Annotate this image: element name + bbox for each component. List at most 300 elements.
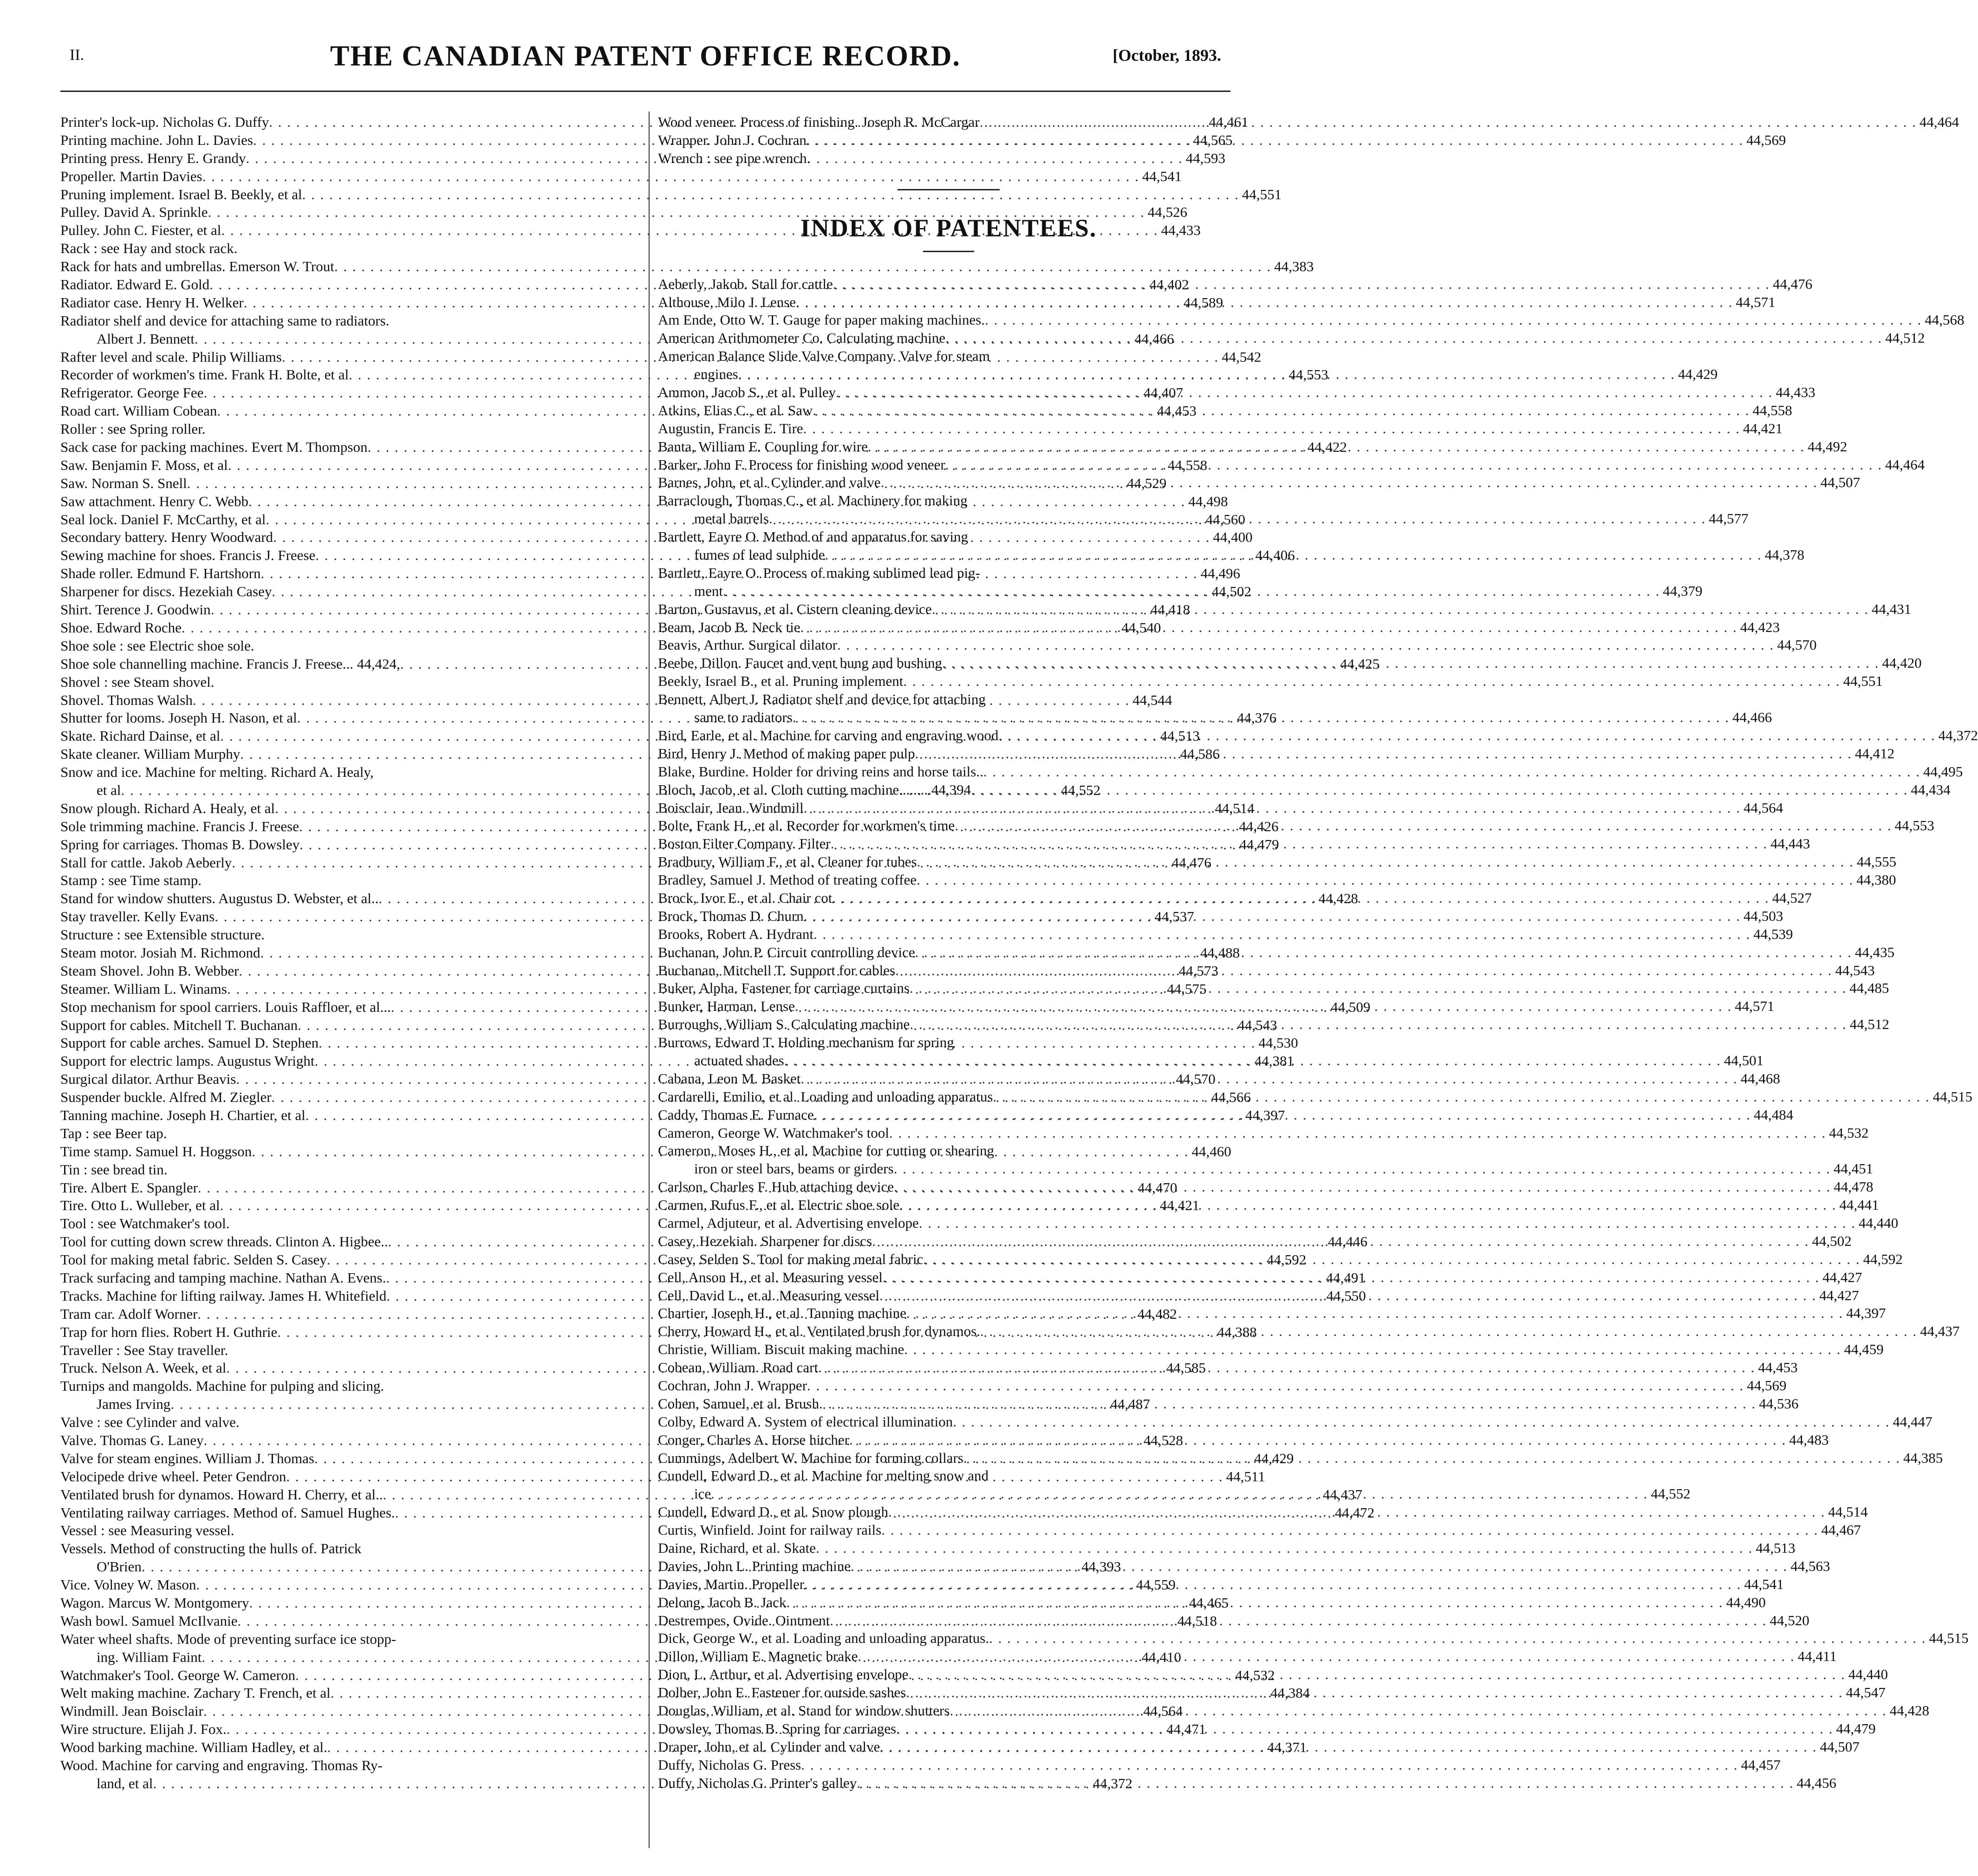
entry-text: Pulley. John C. Fiester, et al <box>60 222 221 239</box>
entry-text: Blake, Burdine. Holder for driving reins and horse tails.. <box>658 763 983 780</box>
patentee-entry <box>658 1395 1799 1413</box>
patent-number: 44,539 <box>1753 925 1793 942</box>
leader-dots <box>906 1684 1843 1702</box>
patent-number: 44,512 <box>1849 1016 1889 1033</box>
entry-continuation: fumes of lead sulphide <box>694 547 825 563</box>
patent-number: 44,492 <box>1808 438 1848 455</box>
patent-number: 44,592 <box>1267 1251 1307 1268</box>
patent-number: 44,437 <box>1322 1486 1362 1503</box>
patent-number: 44,397 <box>1245 1107 1285 1123</box>
patent-number: 44,406 <box>1255 547 1295 564</box>
patentee-entry <box>658 799 1783 817</box>
patent-number: 44,479 <box>1836 1720 1876 1737</box>
entry-text: Bartlett, Eayre O. Process of making sublimed lead pig- <box>658 564 980 581</box>
patent-number: 44,472 <box>1334 1504 1375 1521</box>
entry-text: Christie, William. Biscuit making machine <box>658 1341 904 1358</box>
patent-number: 44,526 <box>1147 204 1187 221</box>
patent-number: 44,426 <box>1239 818 1279 834</box>
entry-text: Barton, Gustavus, et al. Cistern cleaning device <box>658 600 932 617</box>
entry-continuation: ice <box>694 1485 711 1502</box>
patent-number: 44,543 <box>1237 1016 1277 1033</box>
patent-number: 44,520 <box>1770 1612 1809 1628</box>
leader-dots <box>989 1629 1926 1648</box>
patentee-entry <box>658 636 1817 654</box>
patentee-entry <box>658 727 1978 745</box>
patent-number: 44,503 <box>1743 907 1783 924</box>
patent-number: 44,552 <box>1651 1485 1691 1502</box>
leader-dots <box>813 925 1750 944</box>
entry-text: Bunker, Harman. Lense <box>658 998 795 1015</box>
patent-number: 44,384 <box>1270 1685 1310 1701</box>
cross-reference: Traveller : See Stay traveller. <box>60 1342 228 1358</box>
patent-number: 44,421 <box>1743 420 1783 436</box>
patentee-entry <box>658 1413 1932 1431</box>
patent-number: 44,402 <box>1149 276 1189 293</box>
leader-dots <box>858 1648 1795 1666</box>
entry-text: Wood veneer. Process of finishing. Joseph R. McCargar <box>658 114 980 130</box>
subject-index-entry <box>60 203 1187 221</box>
patent-number: 44,509 <box>1331 998 1371 1015</box>
entry-text: Water wheel shafts. Mode of preventing surface ice stopp- <box>60 1630 397 1647</box>
leader-dots <box>895 962 1832 980</box>
patentee-entry <box>658 1774 1836 1792</box>
leader-dots <box>711 1485 1648 1503</box>
patent-number: 44,585 <box>1166 1360 1206 1376</box>
entry-text: Stand for window shutters. Augustus D. Webster, et al.. <box>60 890 379 907</box>
leader-dots <box>993 1088 1930 1106</box>
patent-number: 44,527 <box>1772 889 1812 906</box>
leader-dots <box>910 979 1847 997</box>
entry-text: Stall for cattle. Jakob Aeberly <box>60 854 232 871</box>
leader-dots <box>971 781 1908 799</box>
entry-text: Conger, Charles A. Horse hitcher <box>658 1431 849 1448</box>
entry-text: Casey, Hezekiah. Sharpener for discs <box>658 1232 872 1249</box>
patent-number: 44,513 <box>1756 1540 1796 1557</box>
leader-dots <box>804 907 1741 925</box>
entry-text: Curtis, Winfield. Joint for railway rails <box>658 1522 882 1538</box>
patent-number: 44,540 <box>1121 619 1161 636</box>
patentee-entry <box>658 1359 1798 1377</box>
patent-number: 44,429 <box>1254 1450 1294 1466</box>
entry-text: Duffy, Nicholas G. Press <box>658 1756 801 1773</box>
entry-text: Tire. Otto L. Wulleber, et al <box>60 1197 220 1214</box>
patent-number: 44,485 <box>1849 980 1889 997</box>
patent-number: 44,457 <box>1741 1756 1781 1773</box>
entry-text: Printing machine. John L. Davies <box>60 131 253 148</box>
entry-text: Burrows, Edward T. Holding mechanism for spring <box>658 1034 954 1051</box>
entry-text: Saw. Benjamin F. Moss, et al <box>60 456 228 473</box>
leader-dots <box>813 402 1750 420</box>
patent-number: 44,570 <box>1777 637 1817 653</box>
patentee-entry <box>658 1521 1861 1539</box>
leader-dots <box>888 1503 1825 1521</box>
entry-text: Saw attachment. Henry C. Webb <box>60 493 248 509</box>
patent-number: 44,468 <box>1740 1070 1780 1087</box>
cross-reference: Tool : see Watchmaker's tool. <box>60 1215 230 1232</box>
entry-text: Bradbury, William F., et al. Cleaner for tubes <box>658 853 917 870</box>
entry-text: Beam, Jacob B. Neck tie <box>658 619 800 635</box>
leader-dots <box>816 1539 1753 1557</box>
entry-text: Cohen, Samuel, et al. Brush <box>658 1395 819 1412</box>
entry-text: Support for electric lamps. Augustus Wright <box>60 1053 315 1069</box>
entry-text: Support for cable arches. Samuel D. Stephen <box>60 1035 319 1051</box>
patent-number: 44,385 <box>1903 1449 1943 1466</box>
patent-number: 44,543 <box>1835 962 1875 978</box>
patent-number: 44,515 <box>1929 1630 1969 1647</box>
patentee-entry <box>658 1702 1929 1720</box>
patent-number: 44,460 <box>1191 1143 1231 1159</box>
entry-text: Steam motor. Josiah M. Richmond <box>60 944 260 961</box>
patent-number: 44,569 <box>1746 131 1786 148</box>
leader-dots <box>985 311 1922 329</box>
patent-number: 44,476 <box>1171 854 1211 871</box>
leader-dots <box>795 997 1732 1016</box>
entry-text: Printing press. Henry E. Grandy <box>60 150 246 166</box>
patent-number: 44,544 <box>1132 691 1172 708</box>
entry-continuation: engines <box>694 366 738 383</box>
patent-number: 44,502 <box>1812 1232 1852 1249</box>
patent-number: 44,470 <box>1138 1179 1178 1196</box>
patent-number: 44,433 <box>1161 222 1201 239</box>
entry-text: Banta, William E. Coupling for wire <box>658 438 868 455</box>
cross-reference: Vessel : see Measuring vessel. <box>60 1522 234 1539</box>
patent-number: 44,397 <box>1846 1305 1886 1322</box>
patent-number: 44,379 <box>1663 582 1703 599</box>
entry-text: Suspender buckle. Alfred M. Ziegler <box>60 1089 272 1106</box>
patent-number: 44,410 <box>1141 1648 1181 1665</box>
entry-text: Dowsley, Thomas B. Spring for carriages <box>658 1720 897 1737</box>
patent-number: 44,431 <box>1871 600 1912 617</box>
leader-dots <box>872 1232 1809 1251</box>
patent-number: 44,447 <box>1893 1413 1932 1430</box>
index-title: INDEX OF PATENTEES. <box>800 214 1097 242</box>
patent-number: 44,443 <box>1770 835 1810 852</box>
patent-number: 44,570 <box>1176 1071 1216 1088</box>
patent-number: 44,422 <box>1307 439 1347 456</box>
entry-continuation: et al <box>97 782 121 798</box>
entry-text: Shoe sole channelling machine. Francis J. Freese... 44,424, <box>60 655 400 672</box>
leader-dots <box>881 474 1818 492</box>
patent-number: 44,425 <box>1340 655 1380 672</box>
patent-number: 44,484 <box>1754 1106 1794 1123</box>
patentee-entry <box>658 853 1897 871</box>
leader-dots <box>903 672 1840 690</box>
leader-dots <box>980 113 1917 131</box>
patent-number: 44,555 <box>1856 853 1897 870</box>
leader-dots <box>784 1052 1721 1070</box>
entry-text: Snow plough. Richard A. Healy, et al <box>60 800 275 816</box>
subject-index-entry <box>60 1125 641 1143</box>
entry-text: Wagon. Marcus W. Montgomery <box>60 1595 249 1611</box>
patent-number: 44,514 <box>1215 800 1255 816</box>
entry-text: Dion, L. Arthur, et al. Advertising envelope <box>658 1666 909 1683</box>
entry-text: Skate. Richard Dainse, et al <box>60 728 221 744</box>
subject-index-entry <box>658 131 1786 150</box>
patent-number: 44,569 <box>1747 1377 1787 1394</box>
entry-text: Skate cleaner. William Murphy <box>60 746 241 762</box>
subject-index-entry <box>60 168 1182 186</box>
patent-number: 44,400 <box>1213 529 1253 546</box>
patent-number: 44,513 <box>1160 728 1200 744</box>
patentee-entry <box>658 1648 1837 1666</box>
leader-dots <box>955 817 1892 835</box>
leader-dots <box>915 944 1852 962</box>
patent-number: 44,565 <box>1193 131 1233 148</box>
entry-text: Velocipede drive wheel. Peter Gendron <box>60 1468 286 1485</box>
patent-number: 44,571 <box>1736 293 1776 310</box>
patent-number: 44,428 <box>1889 1702 1929 1719</box>
entry-continuation: land, et al <box>97 1775 153 1791</box>
patent-number: 44,541 <box>1142 168 1182 184</box>
entry-text: Ammon, Jacob S., et al. Pulley <box>658 384 836 401</box>
patent-number: 44,571 <box>1735 998 1775 1015</box>
patentee-entry <box>658 1196 1879 1214</box>
entry-text: Sack case for packing machines. Evert M. Thompson <box>60 439 368 456</box>
leader-dots <box>963 1449 1900 1467</box>
entry-text: Truck. Nelson A. Week, et al <box>60 1360 227 1376</box>
patent-number: 44,502 <box>1211 583 1251 600</box>
patent-number: 44,451 <box>1833 1160 1874 1177</box>
leader-dots <box>830 1612 1767 1630</box>
entry-text: Watchmaker's Tool. George W. Cameron <box>60 1667 295 1683</box>
leader-dots <box>786 1594 1723 1612</box>
entry-text: Barraclough, Thomas C., et al. Machinery for making <box>658 492 968 509</box>
entry-text: Althouse, Milo J. Lense <box>658 293 796 310</box>
leader-dots <box>831 835 1768 853</box>
entry-text: Rack for hats and umbrellas. Emerson W. Trout <box>60 258 334 275</box>
patent-number: 44,440 <box>1859 1214 1899 1231</box>
entry-text: Buchanan, John P. Circuit controlling device <box>658 944 915 960</box>
leader-dots <box>807 1377 1744 1395</box>
entry-text: Cundell, Edward D., et al. Snow plough <box>658 1504 888 1520</box>
leader-dots <box>923 1251 1860 1269</box>
patent-number: 44,507 <box>1820 474 1861 491</box>
entry-text: Saw. Norman S. Snell <box>60 475 187 491</box>
patentee-entry <box>658 1720 1876 1738</box>
entry-text: Vessels. Method of constructing the hulls of. Patrick <box>60 1540 362 1557</box>
entry-text: Boisclair, Jean. Windmill <box>658 799 804 816</box>
leader-dots <box>899 1196 1836 1214</box>
leader-dots <box>800 619 1737 637</box>
subject-index-entry <box>60 637 641 655</box>
patentee-entry <box>658 979 1889 997</box>
patent-number: 44,496 <box>1200 565 1240 582</box>
leader-dots <box>915 745 1852 763</box>
leader-dots <box>894 1160 1831 1178</box>
patentee-entry <box>658 745 1895 763</box>
entry-text: Refrigerator. George Fee <box>60 384 204 401</box>
entry-text: Davies, John L. Printing machine <box>658 1557 851 1574</box>
entry-text: Carlson, Charles F. Hub attaching device <box>658 1179 894 1195</box>
entry-text: Boston Filter Company. Filter <box>658 835 831 852</box>
leader-dots <box>896 1720 1833 1738</box>
patentee-entry <box>658 311 1965 329</box>
leader-dots <box>883 1269 1820 1287</box>
patent-number: 44,542 <box>1222 348 1262 365</box>
patentee-entry <box>658 1431 1829 1449</box>
subject-index-entry <box>658 113 1959 131</box>
patent-number: 44,372 <box>1938 727 1978 743</box>
entry-text: Delong, Jacob B. Jack <box>658 1594 787 1610</box>
patent-number: 44,530 <box>1258 1035 1298 1051</box>
patent-number: 44,573 <box>1178 962 1218 979</box>
patentee-entry <box>658 420 1783 438</box>
entry-text: Bloch, Jacob, et al. Cloth cutting machine.........44,394 <box>658 781 971 798</box>
entry-text: Beekly, Israel B., et al. Pruning implement <box>658 673 904 690</box>
entry-text: Recorder of workmen's time. Frank H. Bolte, et al <box>60 366 349 383</box>
patent-number: 44,564 <box>1744 799 1783 816</box>
entry-text: Sewing machine for shoes. Francis J. Freese <box>60 547 316 564</box>
leader-dots <box>796 293 1733 312</box>
patent-number: 44,593 <box>1185 150 1225 166</box>
leader-dots <box>919 1214 1856 1232</box>
entry-text: Dillon, William E. Magnetic brake <box>658 1648 858 1665</box>
entry-text: Am Ende, Otto W. T. Gauge for paper making machines. <box>658 312 985 328</box>
patent-number: 44,478 <box>1834 1179 1874 1195</box>
patent-number: 44,487 <box>1110 1396 1150 1413</box>
patent-number: 44,592 <box>1863 1251 1903 1267</box>
subject-index-entry <box>60 1414 641 1432</box>
entry-text: Bradley, Samuel J. Method of treating coffee <box>658 872 917 888</box>
entry-text: Road cart. William Cobean <box>60 403 217 419</box>
entry-text: Dick, George W., et al. Loading and unloading apparatus. <box>658 1630 989 1647</box>
entry-text: Bird, Henry J. Method of making paper pulp <box>658 745 915 762</box>
patent-number: 44,589 <box>1183 294 1223 311</box>
entry-text: Stay traveller. Kelly Evans <box>60 908 215 925</box>
leader-dots <box>804 799 1741 817</box>
entry-text: American Arithmometer Co. Calculating machine <box>658 330 945 346</box>
patent-number: 44,515 <box>1932 1088 1972 1105</box>
leader-dots <box>833 275 1770 293</box>
entry-text: Time stamp. Samuel H. Hoggson <box>60 1143 252 1159</box>
entry-text: Colby, Edward A. System of electrical illumination <box>658 1413 953 1430</box>
patent-number: 44,407 <box>1143 384 1183 401</box>
leader-dots <box>849 1431 1786 1449</box>
entry-text: Wash bowl. Samuel McIlvanie <box>60 1612 238 1629</box>
patentee-entry <box>658 564 1703 600</box>
patent-number: 44,412 <box>1854 745 1895 762</box>
patent-number: 44,466 <box>1732 709 1772 726</box>
entry-text: Buker, Alpha. Fastener for carriage curtains <box>658 980 910 997</box>
patentee-entry <box>658 1557 1830 1576</box>
patent-number: 44,464 <box>1885 456 1925 473</box>
leader-dots <box>819 1395 1756 1413</box>
patent-number: 44,421 <box>1159 1197 1200 1214</box>
entry-text: Propeller. Martin Davies <box>60 168 202 184</box>
entry-text: Track surfacing and tamping machine. Nathan A. Evens. <box>60 1270 386 1286</box>
cross-reference: Rack : see Hay and stock rack. <box>60 240 238 257</box>
patent-number: 44,428 <box>1318 890 1358 907</box>
entry-text: Bird, Earle, et al. Machine for carving and engraving wood <box>658 727 999 743</box>
entry-text: Spring for carriages. Thomas B. Dowsley <box>60 836 300 853</box>
patent-number: 44,476 <box>1773 275 1813 292</box>
patent-number: 44,482 <box>1137 1305 1177 1322</box>
entry-text: Surgical dilator. Arthur Beavis <box>60 1071 236 1088</box>
leader-dots <box>857 1774 1794 1792</box>
patentee-entry <box>658 293 1776 312</box>
patent-number: 44,577 <box>1709 510 1749 527</box>
entry-text: Cherry, Howard H., et al. Ventilated brush for dynamos. <box>658 1323 980 1340</box>
patent-number: 44,453 <box>1758 1359 1798 1376</box>
leader-dots <box>945 329 1882 347</box>
patent-number: 44,440 <box>1848 1666 1888 1683</box>
patent-number: 44,466 <box>1134 330 1174 347</box>
entry-text: Brooks, Robert A. Hydrant <box>658 925 813 942</box>
leader-dots <box>769 510 1706 528</box>
patent-number: 44,459 <box>1844 1341 1884 1358</box>
leader-dots <box>879 1287 1816 1305</box>
leader-dots <box>832 889 1769 907</box>
entry-text: Cameron, George W. Watchmaker's tool <box>658 1124 889 1141</box>
patent-number: 44,420 <box>1882 655 1922 671</box>
patentee-entry <box>658 672 1883 690</box>
patent-number: 44,464 <box>1919 114 1959 130</box>
patentee-entry <box>658 962 1875 980</box>
leader-dots <box>889 1124 1826 1142</box>
leader-dots <box>983 763 1920 781</box>
entry-text: Pulley. David A. Sprinkle <box>60 204 208 221</box>
entry-text: Augustin, Francis E. Tire <box>658 420 803 436</box>
entry-text: Wrapper. John J. Cochran <box>658 131 807 148</box>
cross-reference: Stamp : see Time stamp. <box>60 872 202 889</box>
patentee-entry <box>658 329 1925 347</box>
patentee-entry <box>658 619 1780 637</box>
leader-dots <box>807 131 1744 150</box>
patent-number: 44,441 <box>1839 1197 1879 1213</box>
patent-number: 44,586 <box>1180 746 1220 762</box>
cross-reference: Wrench : see pipe wrench. <box>658 150 811 166</box>
title-underline <box>923 251 974 252</box>
leader-dots <box>932 600 1869 619</box>
section-divider <box>898 189 1000 190</box>
patentee-entry <box>658 1576 1784 1594</box>
entry-text: Tanning machine. Joseph H. Chartier, et al <box>60 1107 306 1123</box>
patentee-entry <box>658 1304 1886 1322</box>
cross-reference: Tap : see Beer tap. <box>60 1125 167 1141</box>
patent-number: 44,551 <box>1843 673 1883 690</box>
leader-dots <box>825 546 1762 564</box>
entry-text: Cardarelli, Emilio, et al. Loading and unloading apparatus <box>658 1088 993 1105</box>
patentee-entry <box>658 781 1951 799</box>
entry-text: Cell, Anson H., et al. Measuring vessel <box>658 1269 883 1285</box>
patentee-entry <box>658 1594 1766 1612</box>
patent-number: 44,563 <box>1790 1557 1830 1574</box>
entry-continuation: Albert J. Bennett <box>97 330 195 347</box>
entry-text: Windmill. Jean Boisclair <box>60 1703 203 1720</box>
entry-text: Barnes, John, et al. Cylinder and valve <box>658 474 881 491</box>
entry-text: Turnips and mangolds. Machine for pulping and slicing. <box>60 1378 384 1394</box>
patent-number: 44,512 <box>1885 330 1925 346</box>
page-number: II. <box>70 46 85 64</box>
leader-dots <box>801 1756 1738 1774</box>
entry-text: Cummings, Adelbert W. Machine for forming collars <box>658 1449 963 1466</box>
entry-text: Shutter for looms. Joseph H. Nason, et al <box>60 710 297 726</box>
patent-number: 44,378 <box>1764 547 1805 563</box>
entry-text: Support for cables. Mitchell T. Buchanan <box>60 1016 298 1033</box>
cross-reference: Valve : see Cylinder and valve. <box>60 1414 240 1431</box>
entry-continuation: James Irving <box>97 1396 171 1413</box>
entry-text: Cell, David L., et al. Measuring vessel <box>658 1287 879 1303</box>
leader-dots <box>818 1359 1755 1377</box>
patentee-entry <box>658 384 1815 402</box>
leader-dots <box>881 1521 1818 1539</box>
cross-reference: Shovel : see Steam shovel. <box>60 673 215 690</box>
entry-text: Wire structure. Elijah J. Fox. <box>60 1721 227 1738</box>
entry-text: Douglas, William, et al. Stand for window shutters <box>658 1702 950 1719</box>
entry-text: Tram car. Adolf Worner <box>60 1305 198 1322</box>
leader-dots <box>804 1576 1741 1594</box>
entry-text: Barker, John F. Process for finishing wood veneer <box>658 456 945 473</box>
